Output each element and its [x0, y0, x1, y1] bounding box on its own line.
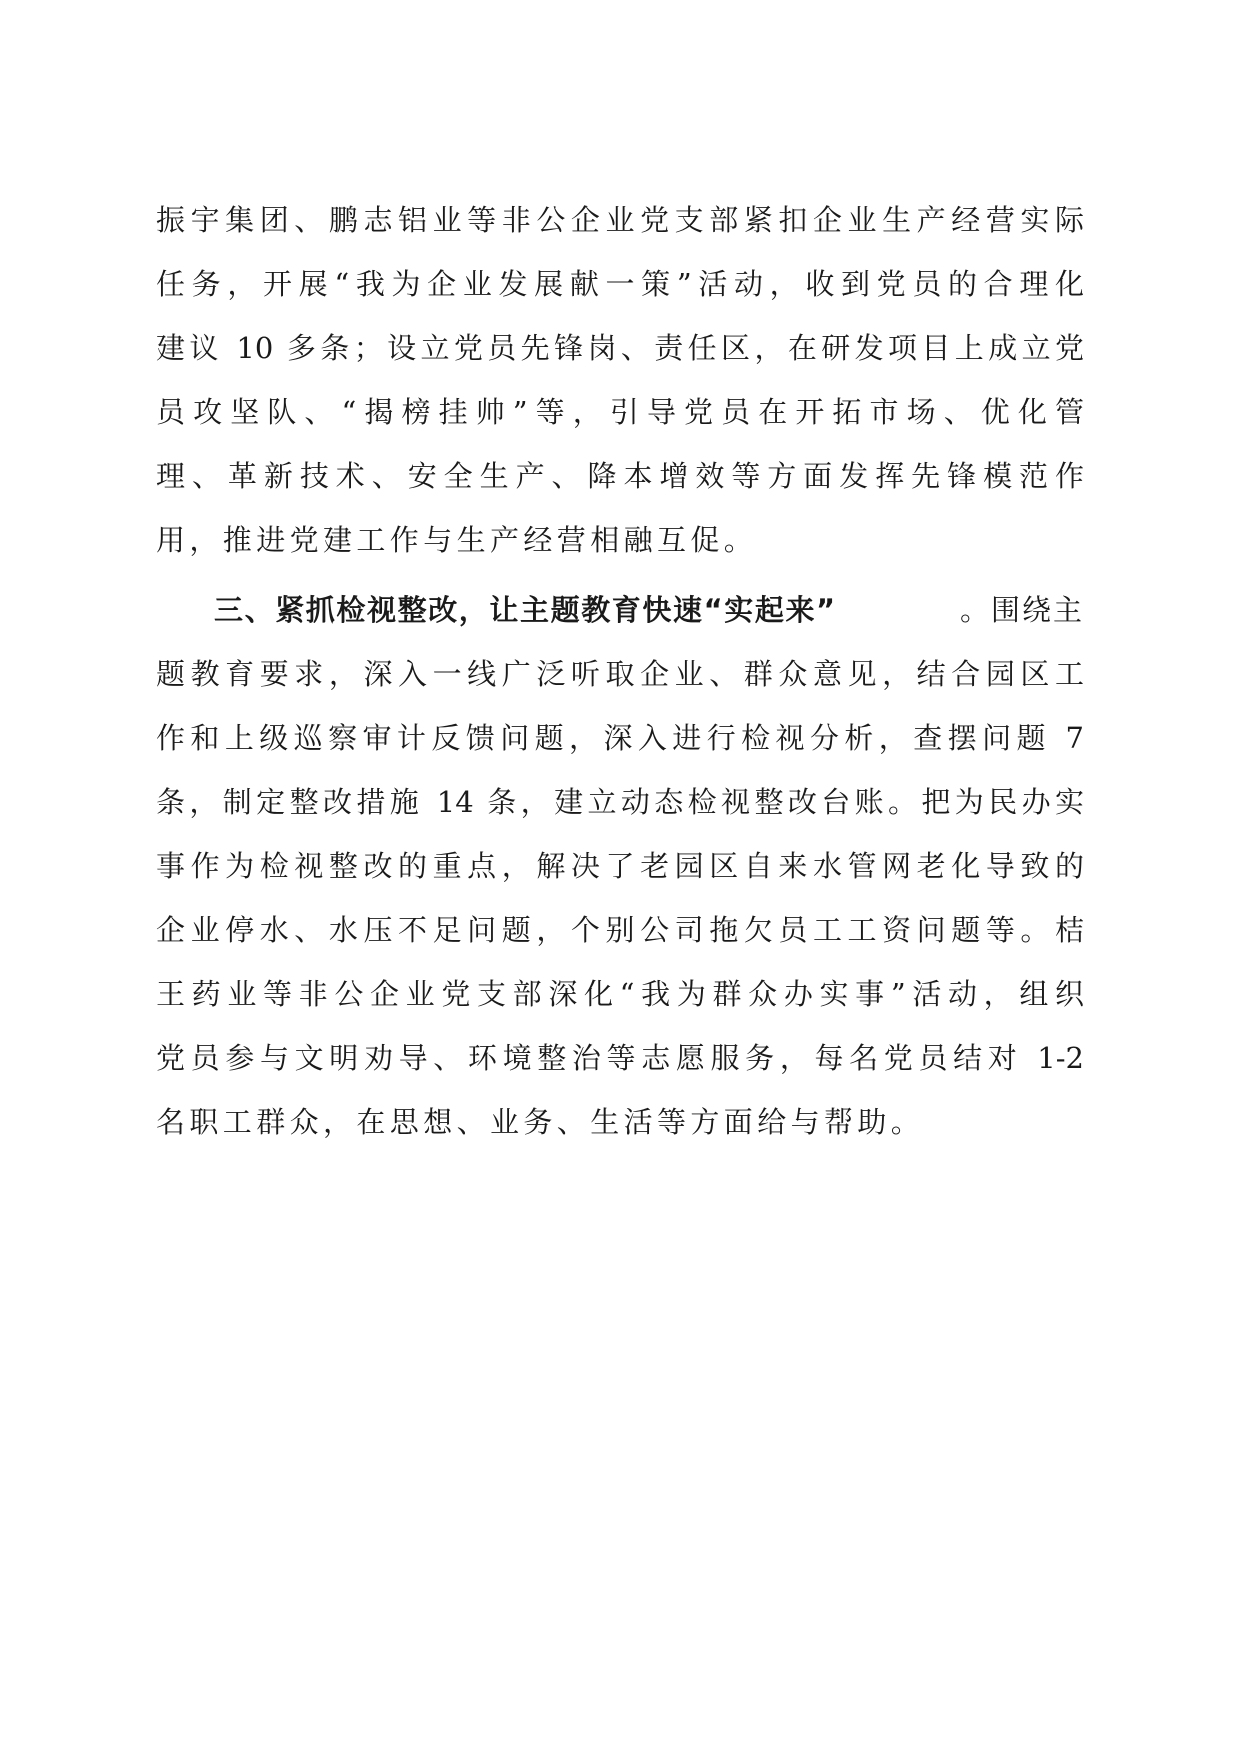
paragraph-line: 用，推进党建工作与生产经营相融互促。	[156, 523, 758, 557]
paragraph-line: 题教育要求，深入一线广泛听取企业、群众意见，结合园区工	[156, 657, 1084, 691]
paragraph-line: 王药业等非公企业党支部深化“我为群众办实事”活动，组织	[156, 977, 1084, 1011]
paragraph-line: 作和上级巡察审计反馈问题，深入进行检视分析，查摆问题 7	[156, 721, 1084, 755]
section-heading-tail: 。围绕主	[959, 593, 1084, 627]
paragraph-line: 建议 10 多条；设立党员先锋岗、责任区，在研发项目上成立党	[156, 331, 1084, 365]
paragraph-line: 党员参与文明劝导、环境整治等志愿服务，每名党员结对 1-2	[156, 1041, 1084, 1075]
paragraph-2	[156, 578, 1084, 1154]
section-heading: 三、紧抓检视整改，让主题教育快速“实起来”	[214, 593, 837, 627]
paragraph-line: 振宇集团、鹏志铝业等非公企业党支部紧扣企业生产经营实际	[156, 203, 1084, 237]
paragraph-line: 员攻坚队、“揭榜挂帅”等，引导党员在开拓市场、优化管	[156, 395, 1084, 429]
paragraph-line: 名职工群众，在思想、业务、生活等方面给与帮助。	[156, 1105, 925, 1139]
paragraph-line: 企业停水、水压不足问题，个别公司拖欠员工工资问题等。桔	[156, 913, 1084, 947]
section-heading-line	[156, 578, 1084, 642]
paragraph-line: 理、革新技术、安全生产、降本增效等方面发挥先锋模范作	[156, 459, 1084, 493]
paragraph-1	[156, 188, 1084, 572]
document-body	[156, 188, 1084, 1154]
paragraph-line: 条，制定整改措施 14 条，建立动态检视整改台账。把为民办实	[156, 785, 1084, 819]
paragraph-line: 任务，开展“我为企业发展献一策”活动，收到党员的合理化	[156, 267, 1084, 301]
paragraph-line: 事作为检视整改的重点，解决了老园区自来水管网老化导致的	[156, 849, 1084, 883]
